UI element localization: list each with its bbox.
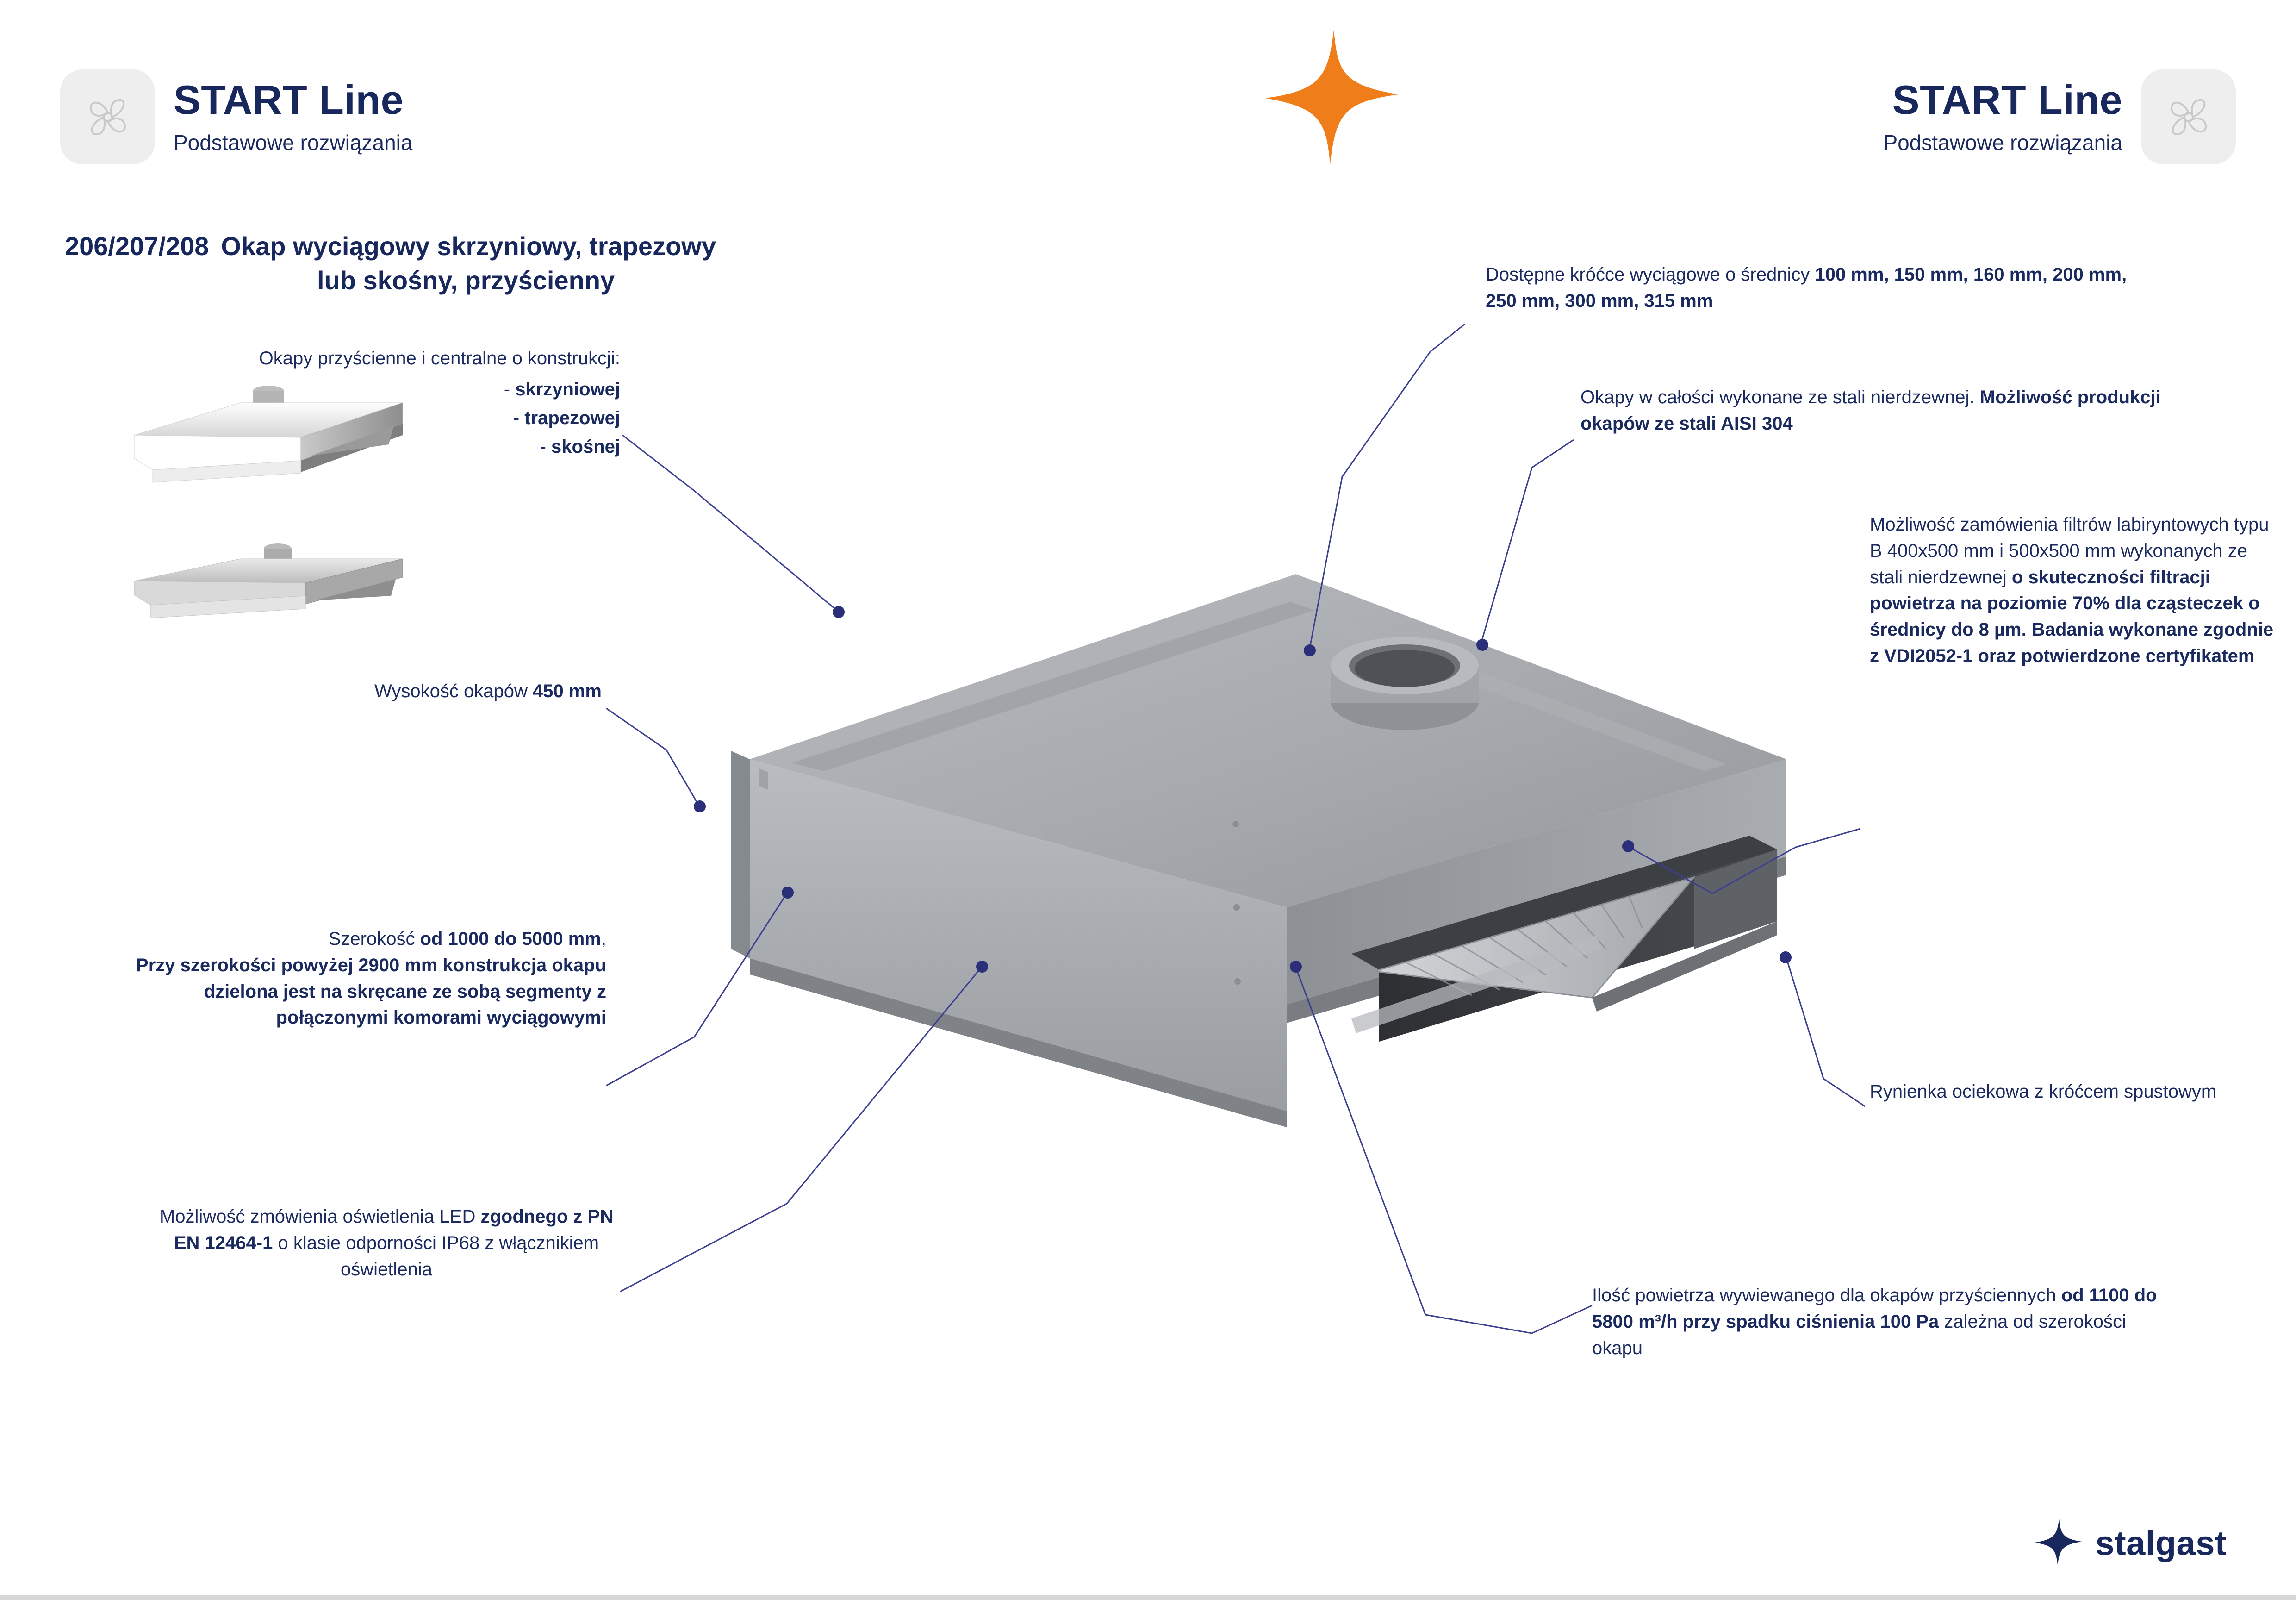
footer-divider (0, 1595, 2296, 1600)
brand-title-right: START Line (1892, 77, 2122, 123)
product-code: 206/207/208 (65, 231, 209, 261)
brand-left (60, 69, 413, 164)
variant-0: skrzyniowej (515, 379, 620, 400)
hood-thumbnail-slanted (125, 535, 412, 657)
fan-blade-icon (2141, 69, 2236, 164)
product-illustration-hood (592, 491, 1865, 1234)
hood-thumbnail-trapezoidal (125, 375, 412, 516)
stalgast-arrow-icon (2032, 1518, 2083, 1568)
fan-blade-icon (60, 69, 155, 164)
brand-subtitle-left: Podstawowe rozwiązania (174, 130, 413, 155)
callout-gutter: Rynienka ociekowa z króćcem spustowym (1870, 1081, 2217, 1102)
callout-filters: Możliwość zamówienia filtrów labiryntowych typu B 400x500 mm i 500x500 mm wykonanych ze stali nierdzewnej o skuteczności filtracji powietrza na poziomie 70% dla cząsteczek o średnicy do 8 µm. Badania wykonane zgodnie z VDI2052-1 oraz potwierdzone certyfikatem (1870, 514, 2274, 666)
title-line-1: Okap wyciągowy skrzyniowy, trapezowy (221, 231, 716, 261)
page-title (65, 229, 898, 298)
callout-height: Wysokość okapów 450 mm (374, 681, 602, 701)
list-item: - skośnej (540, 437, 620, 457)
footer-logo (2032, 1518, 2227, 1568)
list-item: - skrzyniowej (504, 379, 620, 400)
title-line-2: lub skośny, przyścienny (317, 266, 615, 295)
brand-subtitle-right: Podstawowe rozwiązania (1883, 130, 2122, 155)
footer-logo-text: stalgast (2095, 1524, 2227, 1562)
callout-stainless: Okapy w całości wykonane ze stali nierdzewnej. Możliwość produkcji okapów ze stali AISI 304 (1580, 387, 2161, 434)
variant-1: trapezowej (524, 408, 620, 428)
callout-width: Szerokość od 1000 do 5000 mm, Przy szerokości powyżej 2900 mm konstrukcja okapu dzielona jest na skręcane ze sobą segmenty z połączonymi komorami wyciągowymi (136, 929, 606, 1028)
callout-airflow: Ilość powietrza wywiewanego dla okapów przyściennych od 1100 do 5800 m³/h przy spadku ciśnienia 100 Pa zależna od szerokości okapu (1592, 1285, 2157, 1358)
brand-right (1884, 69, 2236, 164)
callout-ports: Dostępne króćce wyciągowe o średnicy 100 mm, 150 mm, 160 mm, 200 mm, 250 mm, 300 mm, 315 mm (1486, 264, 2127, 311)
list-item: - trapezowej (513, 408, 620, 428)
brand-title-left: START Line (174, 77, 404, 123)
variants-heading: Okapy przyścienne i centralne o konstrukcji: (259, 348, 620, 369)
variant-2: skośnej (551, 437, 620, 457)
callout-lighting: Możliwość zmówienia oświetlenia LED zgodnego z PN EN 12464-1 o klasie odporności IP68 z włącznikiem oświetlenia (159, 1206, 614, 1280)
orange-star-icon (1258, 28, 1406, 167)
